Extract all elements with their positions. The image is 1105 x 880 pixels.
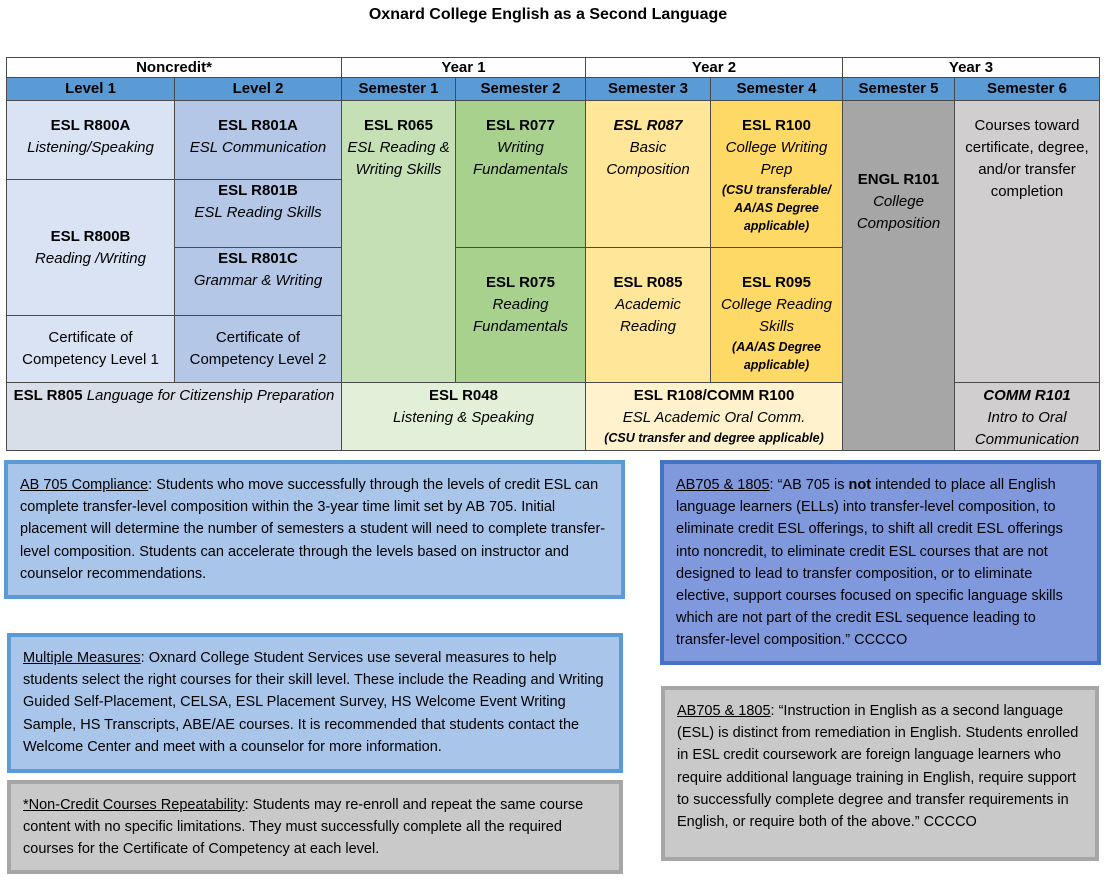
course-code: ESL R087 bbox=[613, 117, 683, 134]
box-text: : “AB 705 is bbox=[769, 477, 849, 493]
course-code: ESL R800A bbox=[50, 117, 131, 134]
column-header-semester2 bbox=[455, 77, 586, 101]
course-cell-engl-r101 bbox=[842, 100, 955, 451]
column-header-semester3 bbox=[585, 77, 711, 101]
box-text: : “Instruction in English as a second language (ESL) is distinct from remediation in English. Students enrolled in ESL credit coursework are foreign language learners who require additional language training in English, require support to successfully complete degree and transfer requirements in English, or require both of the above.” CCCCO bbox=[677, 703, 1079, 831]
course-code: ESL R801B bbox=[218, 182, 298, 199]
column-label: Semester 3 bbox=[607, 80, 689, 97]
course-name: College Reading Skills bbox=[721, 296, 832, 335]
box-heading: AB705 & 1805 bbox=[677, 703, 771, 719]
column-header-semester6 bbox=[954, 77, 1100, 101]
column-label: Level 1 bbox=[65, 80, 116, 97]
course-name: ESL Communication bbox=[189, 139, 327, 156]
group-label: Noncredit* bbox=[136, 58, 212, 76]
course-name: Reading Fundamentals bbox=[472, 296, 569, 335]
column-label: Semester 1 bbox=[358, 80, 439, 97]
course-name: Grammar & Writing bbox=[193, 272, 323, 289]
page-title: Oxnard College English as a Second Language bbox=[368, 6, 728, 23]
course-code: ESL R075 bbox=[486, 274, 555, 291]
course-code: ESL R065 bbox=[364, 117, 433, 134]
course-cell-esl-r805 bbox=[6, 382, 342, 451]
box-text: : Students may re-enroll and repeat the same course content with no specific limitations. They must successfully complete all the required courses for the Certificate of Competency at each level. bbox=[23, 797, 584, 858]
course-code: ESL R085 bbox=[613, 274, 683, 291]
ab705-compliance-box bbox=[4, 460, 625, 599]
column-label: Semester 2 bbox=[480, 80, 561, 97]
course-name: ESL Academic Oral Comm. bbox=[622, 409, 806, 426]
course-name: Intro to Oral Communication bbox=[974, 409, 1080, 448]
column-label: Level 2 bbox=[232, 80, 284, 97]
column-label: Semester 6 bbox=[986, 80, 1068, 97]
course-note: (AA/AS Degree applicable) bbox=[732, 340, 821, 372]
course-code: ESL R801A bbox=[218, 117, 298, 134]
column-label: Semester 4 bbox=[736, 80, 817, 97]
course-cell-comm-r101 bbox=[954, 382, 1100, 451]
certificate-level1 bbox=[6, 315, 175, 383]
course-cell-esl-r801a bbox=[174, 100, 342, 180]
certificate-text: Certificate of Competency Level 2 bbox=[189, 329, 327, 368]
box-heading: AB 705 Compliance bbox=[20, 477, 149, 493]
course-code: ESL R805 bbox=[13, 387, 83, 404]
certificate-text: Certificate of Competency Level 1 bbox=[22, 329, 159, 368]
course-code: ENGL R101 bbox=[857, 171, 940, 188]
course-name: Language for Citizenship Preparation bbox=[86, 387, 335, 404]
course-cell-esl-r800b bbox=[6, 179, 175, 316]
course-name: Reading /Writing bbox=[35, 249, 146, 267]
course-name: ESL Reading & Writing Skills bbox=[347, 139, 450, 178]
course-cell-esl-r087 bbox=[585, 100, 711, 248]
course-cell-esl-r800a bbox=[6, 100, 175, 180]
course-code: ESL R048 bbox=[429, 387, 498, 404]
group-header-year1 bbox=[341, 57, 586, 78]
column-header-semester1 bbox=[341, 77, 456, 101]
ab705-1805-quote-box bbox=[660, 460, 1101, 665]
column-label: Semester 5 bbox=[858, 80, 939, 97]
course-cell-esl-r095 bbox=[710, 247, 843, 383]
course-code: ESL R100 bbox=[742, 117, 811, 134]
completion-text: Courses toward certificate, degree, and/or transfer completion bbox=[965, 117, 1089, 200]
box-text: : Students who move successfully through the levels of credit ESL can complete transfer-level composition within the 3-year time limit set by AB 705. Initial placement will determine the number of semesters a student will need to complete transfer-level composition. Students can accelerate through the levels based on instructor and counselor recommendations. bbox=[20, 477, 606, 582]
course-cell-esl-r100 bbox=[710, 100, 843, 248]
course-name: College Writing Prep bbox=[725, 139, 828, 178]
course-note: (CSU transfer and degree applicable) bbox=[604, 431, 824, 445]
group-header-noncredit bbox=[6, 57, 342, 78]
semester6-completion-cell bbox=[954, 100, 1100, 383]
group-header-year2 bbox=[585, 57, 843, 78]
course-cell-esl-r065 bbox=[341, 100, 456, 383]
box-text: : Oxnard College Student Services use several measures to help students select the right courses for their skill level. These include the Reading and Writing Guided Self-Placement, CELSA, ESL Placement Survey, HS Welcome Event Writing Sample, HS Transcripts, ABE/AE courses. It is recommended that students contact the Welcome Center and meet with a counselor for more information. bbox=[23, 650, 604, 755]
course-code: ESL R800B bbox=[50, 227, 131, 245]
course-cell-esl-r075 bbox=[455, 247, 586, 383]
column-header-level2 bbox=[174, 77, 342, 101]
course-code: COMM R101 bbox=[983, 387, 1071, 404]
group-label: Year 3 bbox=[948, 58, 994, 76]
column-header-semester4 bbox=[710, 77, 843, 101]
course-cell-esl-r077 bbox=[455, 100, 586, 248]
column-header-level1 bbox=[6, 77, 175, 101]
course-name: Academic Reading bbox=[615, 296, 681, 335]
box-heading: *Non-Credit Courses Repeatability bbox=[23, 797, 245, 813]
box-emphasis: not bbox=[848, 477, 872, 493]
box-text: intended to place all English language learners (ELLs) into transfer-level composition, to eliminate credit ESL offerings, to shift all credit ESL offerings into noncredit, to eliminate credit ESL courses that are not designed to lead to transfer composition, or to eliminate elective, support courses focused on specific language skills which are not part of the credit ESL sequence leading to transfer-level composition.” CCCCO bbox=[676, 477, 1063, 649]
noncredit-repeatability-box bbox=[7, 780, 623, 874]
course-code: ESL R095 bbox=[742, 274, 811, 291]
course-name: College Composition bbox=[856, 193, 941, 232]
multiple-measures-box bbox=[7, 633, 623, 773]
course-code: ESL R801C bbox=[218, 250, 298, 267]
course-code: ESL R108/COMM R100 bbox=[633, 387, 795, 404]
course-cell-esl-r801b bbox=[174, 179, 342, 248]
course-name: Listening & Speaking bbox=[393, 409, 534, 426]
certificate-level2 bbox=[174, 315, 342, 383]
course-name: ESL Reading Skills bbox=[194, 204, 322, 221]
box-heading: AB705 & 1805 bbox=[676, 477, 770, 493]
box-heading: Multiple Measures bbox=[23, 650, 141, 666]
course-cell-esl-r801c bbox=[174, 247, 342, 316]
group-label: Year 2 bbox=[691, 58, 737, 76]
course-note: (CSU transferable/ AA/AS Degree applicable) bbox=[721, 183, 832, 233]
course-name: Writing Fundamentals bbox=[472, 139, 569, 178]
course-cell-esl-r108 bbox=[585, 382, 843, 451]
group-header-year3 bbox=[842, 57, 1100, 78]
course-cell-esl-r085 bbox=[585, 247, 711, 383]
group-label: Year 1 bbox=[441, 58, 486, 76]
course-name: Listening/Speaking bbox=[27, 139, 154, 156]
column-header-semester5 bbox=[842, 77, 955, 101]
course-code: ESL R077 bbox=[486, 117, 555, 134]
course-cell-esl-r048 bbox=[341, 382, 586, 451]
esl-distinct-quote-box bbox=[661, 686, 1099, 861]
course-name: Basic Composition bbox=[606, 139, 690, 178]
